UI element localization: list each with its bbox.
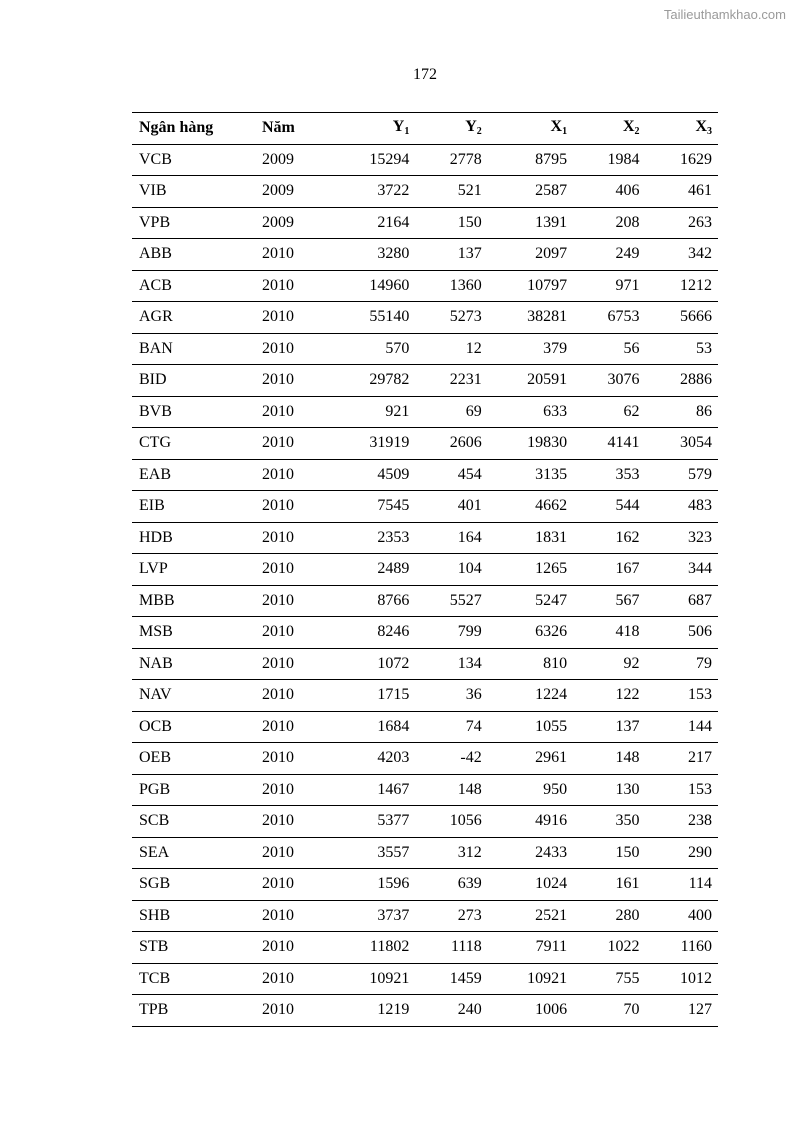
table-cell: 567 [573, 585, 645, 617]
table-cell: SEA [132, 837, 255, 869]
table-cell: 130 [573, 774, 645, 806]
table-cell: 2010 [255, 585, 330, 617]
table-cell: 150 [415, 207, 487, 239]
table-row [132, 522, 718, 554]
table-row [132, 680, 718, 712]
table-row [132, 743, 718, 775]
table-row [132, 837, 718, 869]
table-cell: -42 [415, 743, 487, 775]
table-cell: 1391 [488, 207, 573, 239]
column-header [415, 113, 487, 145]
table-cell: 2010 [255, 932, 330, 964]
table-cell: 639 [415, 869, 487, 901]
table-header [132, 113, 718, 145]
table-cell: 2009 [255, 144, 330, 176]
table-cell: 406 [573, 176, 645, 208]
table-cell: AGR [132, 302, 255, 334]
table-cell: 2353 [330, 522, 415, 554]
table-cell: 10921 [330, 963, 415, 995]
table-cell: 921 [330, 396, 415, 428]
table-cell: 4141 [573, 428, 645, 460]
table-cell: CTG [132, 428, 255, 460]
table-cell: 2010 [255, 837, 330, 869]
table-cell: 1596 [330, 869, 415, 901]
table-cell: EAB [132, 459, 255, 491]
table-cell: 15294 [330, 144, 415, 176]
table-cell: 104 [415, 554, 487, 586]
table-cell: 1022 [573, 932, 645, 964]
table-row [132, 176, 718, 208]
column-header-subscript: 2 [634, 126, 640, 138]
table-cell: 1056 [415, 806, 487, 838]
table-cell: 2886 [646, 365, 719, 397]
table-cell: 1072 [330, 648, 415, 680]
table-cell: 2010 [255, 554, 330, 586]
table-cell: 400 [646, 900, 719, 932]
table-cell: 2010 [255, 333, 330, 365]
table-cell: 29782 [330, 365, 415, 397]
table-cell: 164 [415, 522, 487, 554]
table-cell: 312 [415, 837, 487, 869]
table-cell: 7545 [330, 491, 415, 523]
table-cell: 1118 [415, 932, 487, 964]
table-cell: 1224 [488, 680, 573, 712]
table-cell: NAB [132, 648, 255, 680]
table-cell: 1831 [488, 522, 573, 554]
header-row [132, 113, 718, 145]
table-cell: 161 [573, 869, 645, 901]
table-cell: 74 [415, 711, 487, 743]
table-cell: 2010 [255, 648, 330, 680]
column-header [488, 113, 573, 145]
table-cell: 1467 [330, 774, 415, 806]
column-header-label: Ngân hàng [139, 119, 214, 137]
column-header [132, 113, 255, 145]
table-cell: 2010 [255, 522, 330, 554]
table-cell: BID [132, 365, 255, 397]
table-cell: SGB [132, 869, 255, 901]
table-cell: 127 [646, 995, 719, 1027]
table-cell: LVP [132, 554, 255, 586]
table-cell: BVB [132, 396, 255, 428]
table-cell: 2778 [415, 144, 487, 176]
table-cell: 2010 [255, 302, 330, 334]
table-cell: 2010 [255, 365, 330, 397]
table-cell: 5273 [415, 302, 487, 334]
table-cell: STB [132, 932, 255, 964]
table-cell: 134 [415, 648, 487, 680]
table-cell: 56 [573, 333, 645, 365]
column-header-subscript: 1 [404, 126, 410, 138]
table-cell: 86 [646, 396, 719, 428]
table-cell: 12 [415, 333, 487, 365]
table-row [132, 239, 718, 271]
table-cell: 167 [573, 554, 645, 586]
table-cell: 323 [646, 522, 719, 554]
table-cell: 579 [646, 459, 719, 491]
column-header [646, 113, 719, 145]
table-cell: BAN [132, 333, 255, 365]
table-cell: VCB [132, 144, 255, 176]
table-cell: 1984 [573, 144, 645, 176]
table-cell: ABB [132, 239, 255, 271]
table-cell: 483 [646, 491, 719, 523]
table-cell: 2010 [255, 806, 330, 838]
table-cell: 6753 [573, 302, 645, 334]
table-cell: 249 [573, 239, 645, 271]
table-cell: 5666 [646, 302, 719, 334]
table-cell: 148 [573, 743, 645, 775]
table-cell: 2587 [488, 176, 573, 208]
table-cell: 238 [646, 806, 719, 838]
table-row [132, 459, 718, 491]
table-cell: 1006 [488, 995, 573, 1027]
table-cell: 153 [646, 774, 719, 806]
table-cell: 1160 [646, 932, 719, 964]
table-cell: 2097 [488, 239, 573, 271]
table-cell: ACB [132, 270, 255, 302]
table-cell: 137 [415, 239, 487, 271]
table-cell: 401 [415, 491, 487, 523]
table-cell: 290 [646, 837, 719, 869]
table-cell: 137 [573, 711, 645, 743]
table-cell: 418 [573, 617, 645, 649]
table-cell: 461 [646, 176, 719, 208]
table-row [132, 963, 718, 995]
table-cell: 8246 [330, 617, 415, 649]
table-cell: 153 [646, 680, 719, 712]
table-cell: 5247 [488, 585, 573, 617]
table-cell: 20591 [488, 365, 573, 397]
table-cell: VIB [132, 176, 255, 208]
table-cell: 2961 [488, 743, 573, 775]
table-cell: VPB [132, 207, 255, 239]
table-cell: 5527 [415, 585, 487, 617]
table-row [132, 995, 718, 1027]
table-cell: TPB [132, 995, 255, 1027]
column-header-label: Y [392, 118, 405, 136]
table-cell: 2010 [255, 396, 330, 428]
table-cell: 69 [415, 396, 487, 428]
page-number: 172 [413, 66, 437, 83]
table-cell: 971 [573, 270, 645, 302]
table-cell: 2231 [415, 365, 487, 397]
table-cell: 1055 [488, 711, 573, 743]
table-cell: MBB [132, 585, 255, 617]
table-cell: SCB [132, 806, 255, 838]
table-row [132, 554, 718, 586]
table-cell: 208 [573, 207, 645, 239]
table-row [132, 932, 718, 964]
table-cell: 687 [646, 585, 719, 617]
table-cell: 342 [646, 239, 719, 271]
table-cell: 1360 [415, 270, 487, 302]
table-cell: 38281 [488, 302, 573, 334]
table-cell: OCB [132, 711, 255, 743]
table-cell: 263 [646, 207, 719, 239]
table-cell: 799 [415, 617, 487, 649]
bank-data-table [132, 112, 718, 1027]
table-cell: 1459 [415, 963, 487, 995]
table-cell: 217 [646, 743, 719, 775]
column-header [573, 113, 645, 145]
table-cell: 2010 [255, 900, 330, 932]
table-cell: 2433 [488, 837, 573, 869]
table-cell: 2010 [255, 459, 330, 491]
table-cell: 2010 [255, 270, 330, 302]
table-cell: 1715 [330, 680, 415, 712]
table-cell: 122 [573, 680, 645, 712]
table-row [132, 396, 718, 428]
table-cell: HDB [132, 522, 255, 554]
table-cell: 2010 [255, 869, 330, 901]
table-cell: 92 [573, 648, 645, 680]
table-cell: 3135 [488, 459, 573, 491]
table-cell: 280 [573, 900, 645, 932]
table-cell: 240 [415, 995, 487, 1027]
table-cell: OEB [132, 743, 255, 775]
table-cell: NAV [132, 680, 255, 712]
table-cell: 1219 [330, 995, 415, 1027]
table-cell: 4509 [330, 459, 415, 491]
table-cell: 2164 [330, 207, 415, 239]
table-cell: 148 [415, 774, 487, 806]
table-cell: 353 [573, 459, 645, 491]
column-header-label: X [695, 118, 707, 136]
table-cell: 950 [488, 774, 573, 806]
table-cell: 114 [646, 869, 719, 901]
table-cell: 810 [488, 648, 573, 680]
column-header-subscript: 1 [562, 126, 568, 138]
table-cell: 521 [415, 176, 487, 208]
table-cell: 2010 [255, 239, 330, 271]
table-cell: 4203 [330, 743, 415, 775]
table-cell: 55140 [330, 302, 415, 334]
table-row [132, 648, 718, 680]
table-cell: 454 [415, 459, 487, 491]
table-cell: 1024 [488, 869, 573, 901]
table-row [132, 806, 718, 838]
table-cell: 1012 [646, 963, 719, 995]
table-cell: 3076 [573, 365, 645, 397]
table-cell: EIB [132, 491, 255, 523]
table-cell: 5377 [330, 806, 415, 838]
table-cell: 2521 [488, 900, 573, 932]
column-header-label: Năm [262, 119, 295, 137]
table-cell: 3737 [330, 900, 415, 932]
table-cell: 379 [488, 333, 573, 365]
table-cell: 4916 [488, 806, 573, 838]
table-cell: PGB [132, 774, 255, 806]
table-cell: 8766 [330, 585, 415, 617]
table-cell: 2010 [255, 774, 330, 806]
table-cell: 4662 [488, 491, 573, 523]
table-cell: 2010 [255, 963, 330, 995]
table-cell: 79 [646, 648, 719, 680]
table-row [132, 428, 718, 460]
column-header [255, 113, 330, 145]
table-cell: TCB [132, 963, 255, 995]
table-cell: 2489 [330, 554, 415, 586]
watermark: Tailieuthamkhao.com [663, 7, 786, 22]
table-row [132, 617, 718, 649]
table-row [132, 365, 718, 397]
column-header-subscript: 3 [707, 126, 712, 138]
table-row [132, 711, 718, 743]
table-cell: 2010 [255, 995, 330, 1027]
table-cell: 3557 [330, 837, 415, 869]
table-cell: 6326 [488, 617, 573, 649]
table-cell: 2010 [255, 680, 330, 712]
table-cell: 570 [330, 333, 415, 365]
table-cell: 10797 [488, 270, 573, 302]
table-cell: 2010 [255, 711, 330, 743]
table-cell: 10921 [488, 963, 573, 995]
table-body [132, 144, 718, 1026]
table-cell: 2009 [255, 207, 330, 239]
table-cell: 70 [573, 995, 645, 1027]
table-cell: 273 [415, 900, 487, 932]
table-cell: 3054 [646, 428, 719, 460]
column-header-label: Y [465, 118, 477, 136]
table-cell: 36 [415, 680, 487, 712]
table-cell: 344 [646, 554, 719, 586]
table-cell: 1265 [488, 554, 573, 586]
table-cell: 350 [573, 806, 645, 838]
table-cell: 2010 [255, 743, 330, 775]
table-cell: 1212 [646, 270, 719, 302]
table-cell: 3722 [330, 176, 415, 208]
table-cell: 506 [646, 617, 719, 649]
table-row [132, 270, 718, 302]
table-cell: 62 [573, 396, 645, 428]
table-row [132, 207, 718, 239]
table-row [132, 144, 718, 176]
table-row [132, 491, 718, 523]
table-cell: 162 [573, 522, 645, 554]
table-cell: 150 [573, 837, 645, 869]
table-cell: 755 [573, 963, 645, 995]
table-row [132, 869, 718, 901]
table-row [132, 774, 718, 806]
table-cell: 11802 [330, 932, 415, 964]
table-cell: 544 [573, 491, 645, 523]
table-cell: 19830 [488, 428, 573, 460]
column-header [330, 113, 415, 145]
table-row [132, 900, 718, 932]
table-cell: 3280 [330, 239, 415, 271]
table-cell: 7911 [488, 932, 573, 964]
column-header-label: X [550, 118, 563, 136]
table-cell: 14960 [330, 270, 415, 302]
table-cell: 2009 [255, 176, 330, 208]
table-cell: 8795 [488, 144, 573, 176]
table-cell: 2010 [255, 491, 330, 523]
table-cell: 2606 [415, 428, 487, 460]
table-cell: 1629 [646, 144, 719, 176]
table-cell: MSB [132, 617, 255, 649]
table-cell: SHB [132, 900, 255, 932]
table-row [132, 333, 718, 365]
column-header-subscript: 2 [476, 126, 482, 138]
table-cell: 1684 [330, 711, 415, 743]
table-cell: 53 [646, 333, 719, 365]
table-cell: 31919 [330, 428, 415, 460]
table-row [132, 302, 718, 334]
column-header-label: X [622, 118, 635, 136]
table-cell: 144 [646, 711, 719, 743]
table-cell: 2010 [255, 617, 330, 649]
table-row [132, 585, 718, 617]
table-cell: 633 [488, 396, 573, 428]
table-cell: 2010 [255, 428, 330, 460]
